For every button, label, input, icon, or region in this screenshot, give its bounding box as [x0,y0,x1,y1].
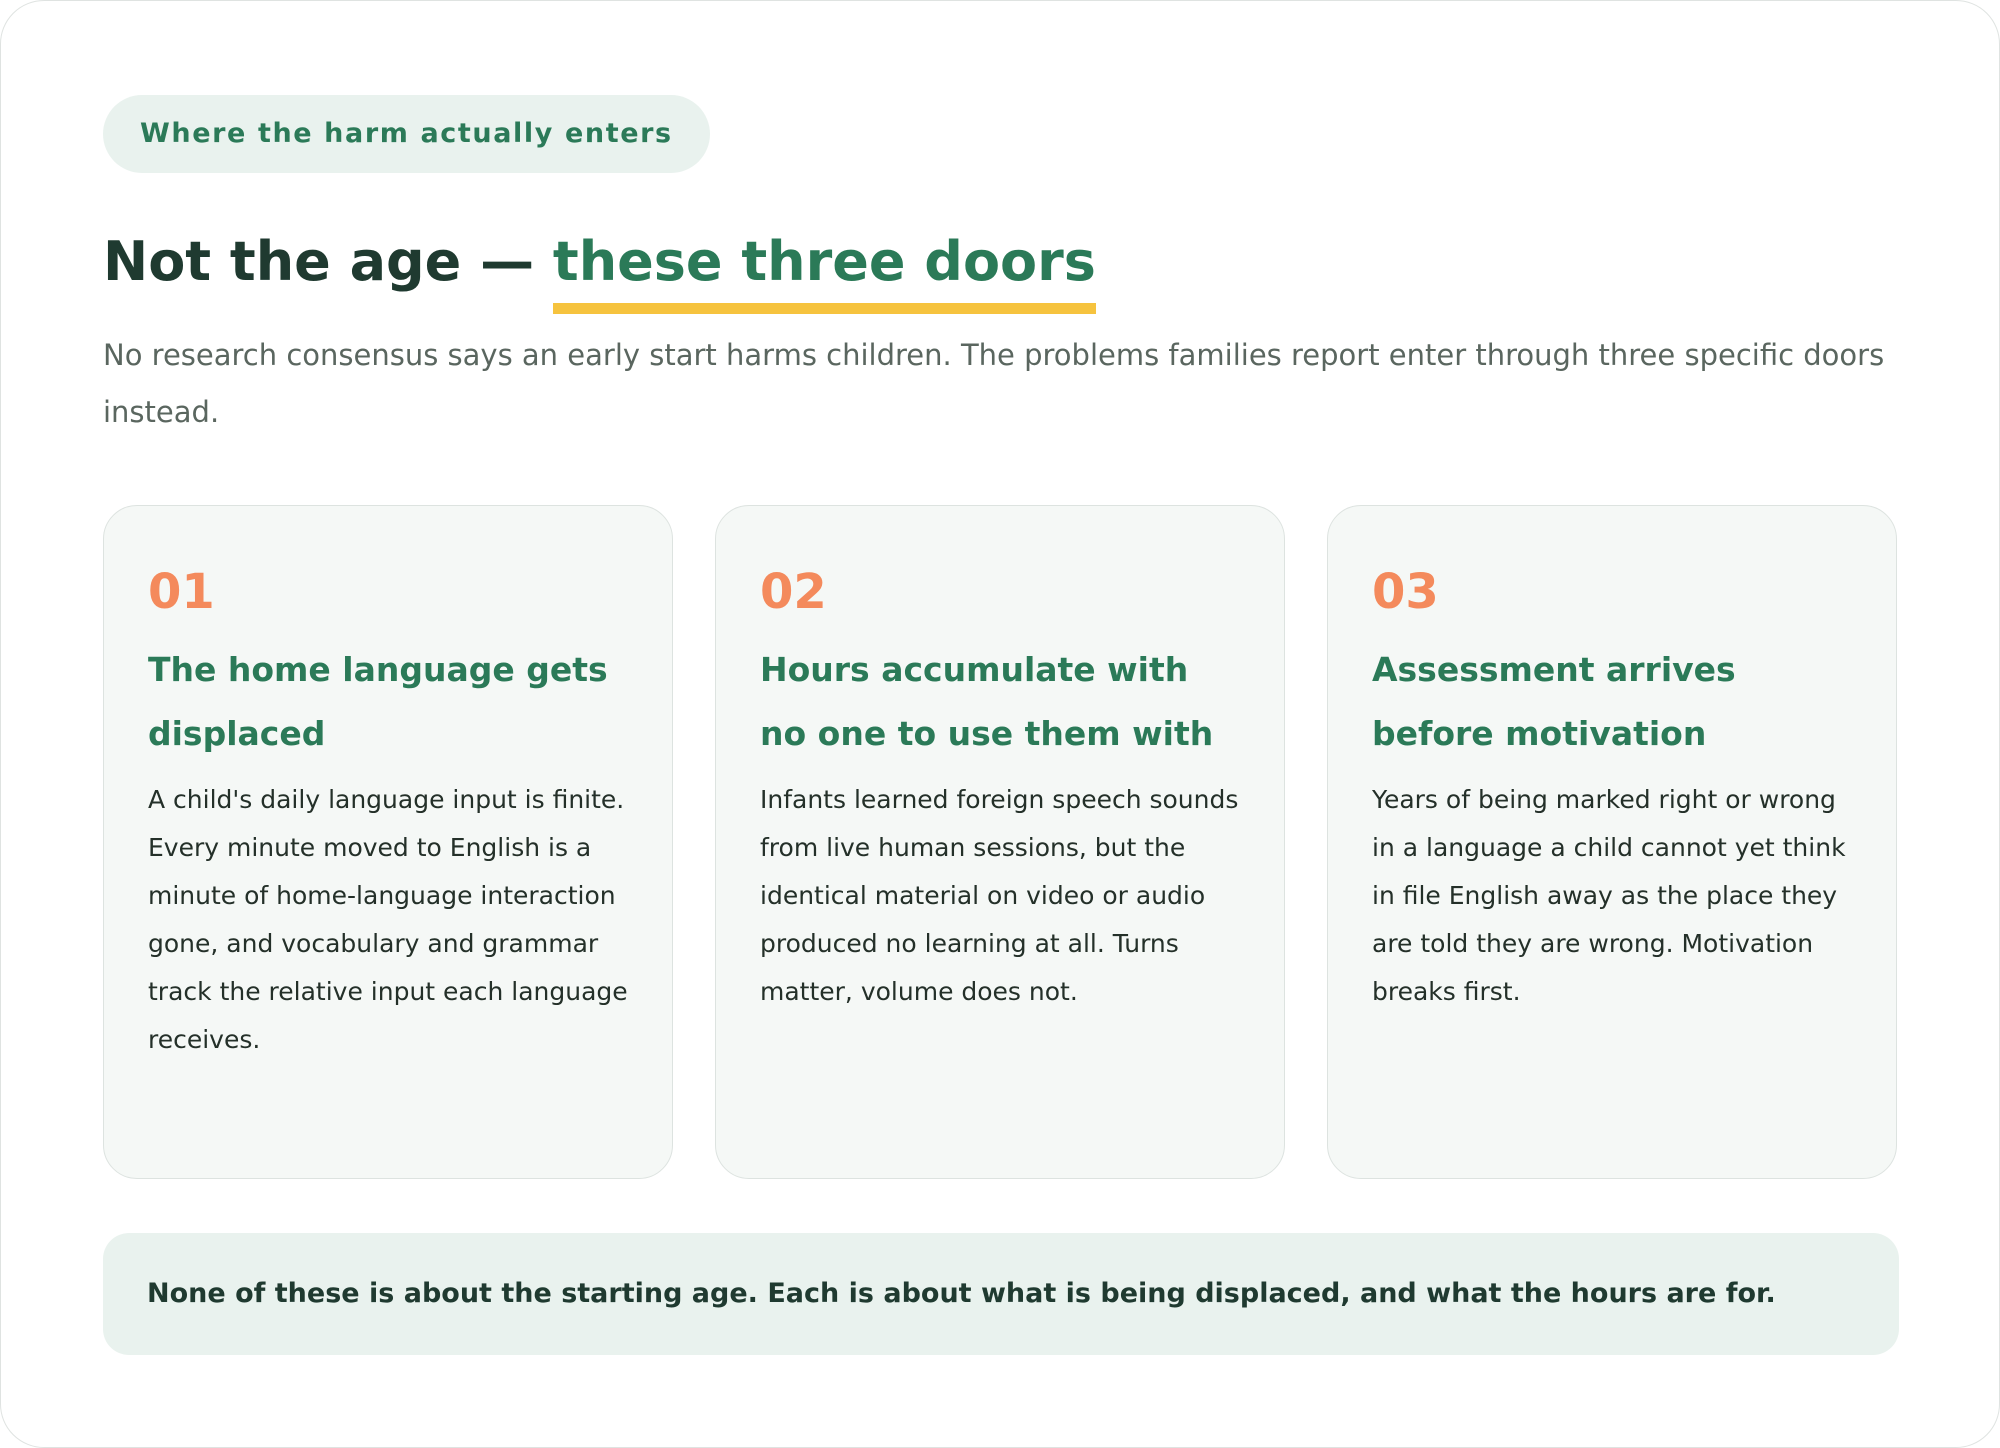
card-number: 02 [760,564,827,620]
page-title [103,213,1899,313]
card-heading: Assessment arrives before motivation [1372,650,1736,753]
card-heading: Hours accumulate with no one to use them with [760,650,1214,753]
intro-paragraph: No research consensus says an early start harms children. The problems families report enter through three specific doors instead. [103,338,1885,429]
title-accent: these three doors [553,221,1096,314]
door-card-1 [103,505,673,1179]
title-lead: Not the age — [103,230,553,293]
door-card-3 [1327,505,1897,1179]
door-card-2 [715,505,1285,1179]
door-cards [103,505,1899,1179]
summary-callout: None of these is about the starting age. Each is about what is being displaced, and what the hours are for. [103,1233,1899,1355]
card-number: 01 [148,564,215,620]
slide-content [103,95,1899,1309]
card-body: Infants learned foreign speech sounds from live human sessions, but the identical material on video or audio produced no learning at all. Turns matter, volume does not. [760,785,1239,1006]
eyebrow-badge: Where the harm actually enters [103,95,710,173]
card-body: Years of being marked right or wrong in a language a child cannot yet think in file English away as the place they are told they are wrong. Motivation breaks first. [1372,785,1846,1006]
card-heading: The home language gets displaced [148,650,608,753]
card-number: 03 [1372,564,1439,620]
card-body: A child's daily language input is finite. Every minute moved to English is a minute of home-language interaction gone, and vocabulary and grammar track the relative input each language receives. [148,785,628,1054]
